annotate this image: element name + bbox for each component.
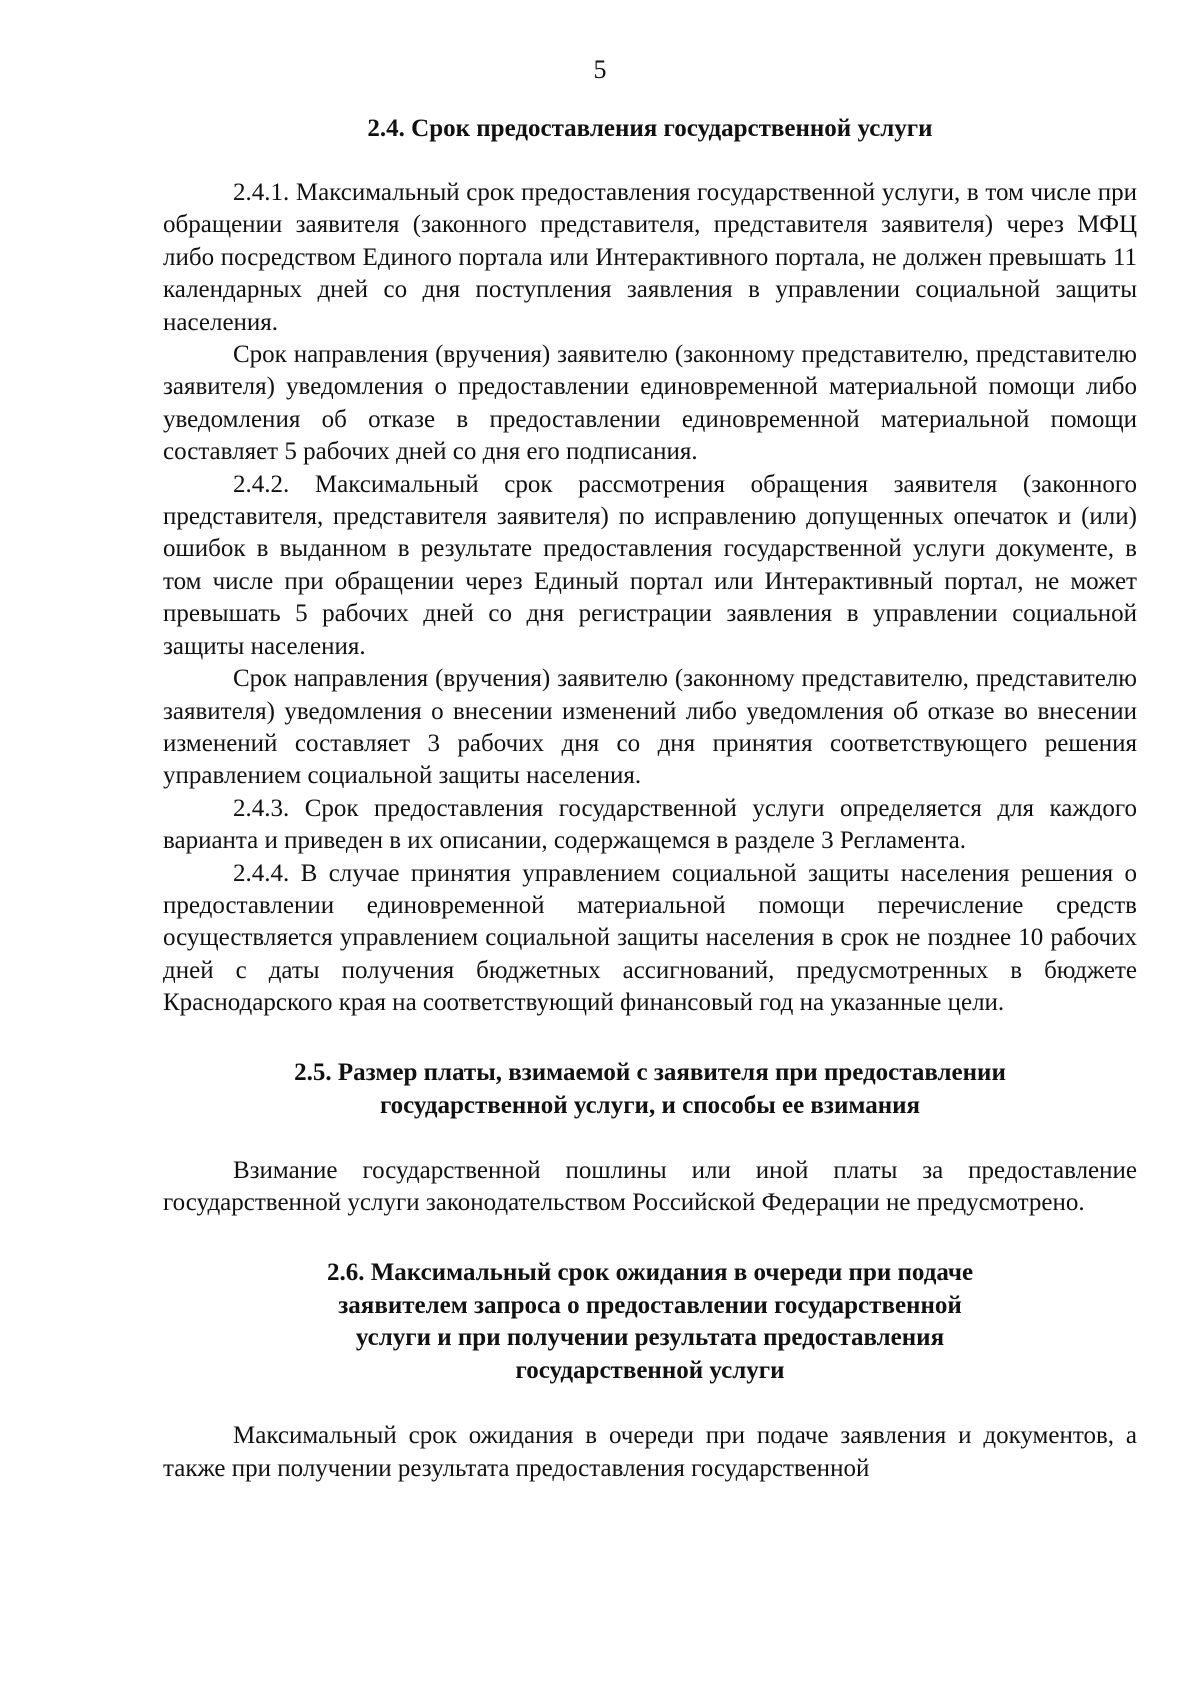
heading-line: заявителем запроса о предоставлении государственной — [338, 1291, 962, 1319]
paragraph: 2.4.1. Максимальный срок предоставления государственной услуги, в том числе при обращении заявителя (законного представителя, представителя заявителя) через МФЦ либо посредством Единого портала или Интерактивного портала, не должен превышать 11 календарных дней со дня поступления заявления в управлении социальной защиты населения. — [163, 179, 1137, 336]
paragraph: Максимальный срок ожидания в очереди при подаче заявления и документов, а также при получении результата предоставления государственной — [163, 1422, 1137, 1482]
paragraph: Срок направления (вручения) заявителю (законному представителю, представителю заявителя) уведомления о внесении изменений либо уведомления об отказе во внесении изменений составляет 3 рабочих дня со дня принятия соответствующего решения управлением социальной защиты населения. — [163, 665, 1137, 790]
heading-line: 2.5. Размер платы, взимаемой с заявителя при предоставлении — [294, 1058, 1006, 1086]
heading-line: 2.4. Срок предоставления государственной услуги — [367, 115, 933, 142]
heading-line: государственной услуги, и способы ее взимания — [379, 1091, 921, 1119]
paragraph: Срок направления (вручения) заявителю (законному представителю, представителю заявителя) уведомления о предоставлении единовременной материальной помощи либо уведомления об отказе в предоставлении единовременной материальной помощи составляет 5 рабочих дней со дня его подписания. — [163, 341, 1137, 466]
section-heading — [163, 112, 1137, 145]
section-2-4 — [163, 112, 1137, 1020]
heading-line: услуги и при получении результата предоставления — [355, 1324, 945, 1352]
page-number: 5 — [593, 55, 607, 84]
paragraph: Взимание государственной пошлины или иной платы за предоставление государственной услуги законодательством Российской Федерации не предусмотрено. — [163, 1156, 1137, 1216]
section-2-6 — [163, 1257, 1137, 1485]
heading-line: 2.6. Максимальный срок ожидания в очереди при подаче — [326, 1259, 974, 1287]
heading-line: государственной услуги — [515, 1356, 785, 1384]
paragraph: 2.4.3. Срок предоставления государственной услуги определяется для каждого варианта и приведен в их описании, содержащемся в разделе 3 Регламента. — [163, 794, 1137, 855]
paragraph: 2.4.2. Максимальный срок рассмотрения обращения заявителя (законного представителя, представителя заявителя) по исправлению допущенных опечаток и (или) ошибок в выданном в результате предоставления государственной услуги документе, в том числе при обращении через Единый портал или Интерактивный портал, не может превышать 5 рабочих дней со дня регистрации заявления в управлении социальной защиты населения. — [163, 470, 1137, 660]
document-content — [163, 112, 1137, 1485]
paragraph: 2.4.4. В случае принятия управлением социальной защиты населения решения о предоставлении единовременной материальной помощи перечисление средств осуществляется управлением социальной защиты населения в срок не позднее 10 рабочих дней с даты получения бюджетных ассигнований, предусмотренных в бюджете Краснодарского края на соответствующий финансовый год на указанные цели. — [163, 859, 1137, 1017]
section-heading — [163, 1257, 1137, 1387]
section-heading — [163, 1056, 1137, 1122]
section-2-5 — [163, 1056, 1137, 1220]
